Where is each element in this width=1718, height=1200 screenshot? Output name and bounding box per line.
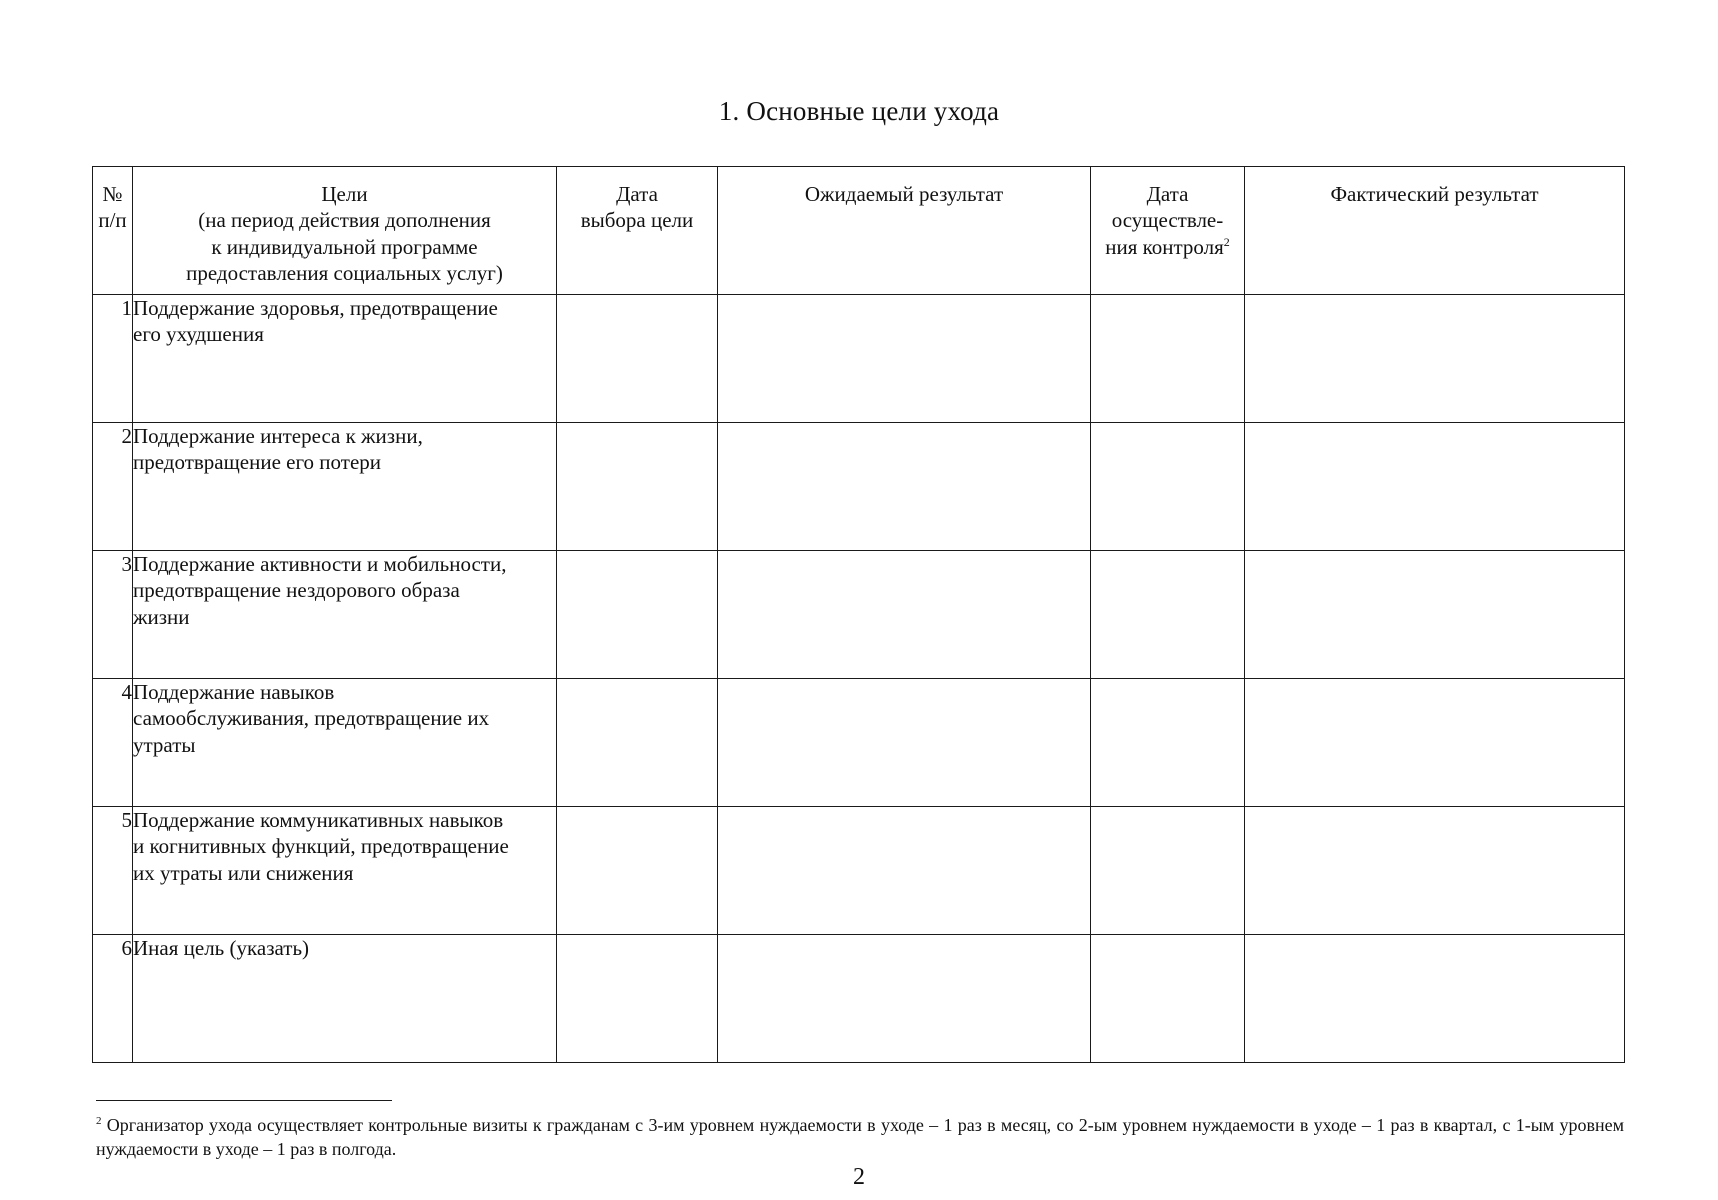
expected-result-cell[interactable] [718,935,1091,1063]
page-number: 2 [853,1164,865,1190]
header-date-select-line: Дата [616,182,658,206]
footnote-ref: 2 [1223,234,1230,249]
header-date-control-line: осуществле- [1111,208,1224,233]
goal-line: его ухудшения [133,322,264,347]
header-date-control-text: ния контроля [1105,234,1224,259]
goal-line: самообслуживания, предотвращение их [133,706,490,731]
goal-line: Поддержание коммуникативных навыков [133,808,504,832]
header-num [93,167,133,295]
goals-table [92,166,1625,1063]
goal-line: Иная цель (указать) [133,936,310,960]
expected-result-cell[interactable] [718,551,1091,679]
goal-cell [133,423,557,551]
date-select-cell[interactable] [557,935,718,1063]
header-goal-line: к индивидуальной программе [211,234,478,259]
goal-cell [133,935,557,1063]
actual-result-cell[interactable] [1245,679,1625,807]
expected-result-cell[interactable] [718,295,1091,423]
header-row [93,167,1625,295]
date-select-cell[interactable] [557,423,718,551]
table-row [93,551,1625,679]
goal-cell [133,551,557,679]
date-control-cell[interactable] [1091,551,1245,679]
footnote-divider [96,1100,392,1101]
goal-line: предотвращение его потери [133,450,382,475]
expected-result-cell[interactable] [718,807,1091,935]
row-num: 1 [93,295,133,423]
row-num: 6 [93,935,133,1063]
expected-result-cell[interactable] [718,423,1091,551]
date-select-cell[interactable] [557,679,718,807]
goal-cell [133,295,557,423]
header-date-control-line: Дата [1146,182,1189,206]
date-select-cell[interactable] [557,295,718,423]
header-expected [718,167,1091,295]
header-date-control-line [1091,234,1244,260]
row-num: 5 [93,807,133,935]
date-select-cell[interactable] [557,551,718,679]
header-expected-line: Ожидаемый результат [804,182,1004,206]
goal-cell [133,807,557,935]
goal-line: предотвращение нездорового образа [133,578,460,603]
table-row [93,679,1625,807]
date-control-cell[interactable] [1091,295,1245,423]
header-actual-line: Фактический результат [1330,182,1539,206]
header-date-control [1091,167,1245,295]
header-goal-line: (на период действия дополнения [198,208,491,233]
goal-line: их утраты или снижения [133,860,354,885]
row-num: 4 [93,679,133,807]
header-num-line: п/п [98,208,127,233]
footnote [96,1114,1624,1162]
footnote-marker: 2 [96,1115,102,1127]
page-title: 1. Основные цели ухода [718,96,1000,126]
goal-line: Поддержание активности и мобильности, [133,552,507,576]
date-control-cell[interactable] [1091,807,1245,935]
goal-line: и когнитивных функций, предотвращение [133,834,509,859]
goal-line: жизни [133,604,190,629]
footnote-text: Организатор ухода осуществляет контрольные визиты к гражданам с 3-им уровнем нуждаемости в уходе – 1 раз в месяц, со 2-ым уровнем нуждаемости в уходе – 1 раз в квартал, с 1-ым уровнем нуждаемости в уходе – 1 раз в полгода. [96,1115,1625,1159]
row-num: 3 [93,551,133,679]
goal-line: утраты [133,732,196,757]
header-goal-line: предоставления социальных услуг) [186,261,503,286]
header-goal-line: Цели [321,182,368,206]
header-num-line: № [102,182,123,206]
actual-result-cell[interactable] [1245,423,1625,551]
actual-result-cell[interactable] [1245,935,1625,1063]
date-control-cell[interactable] [1091,679,1245,807]
table-row [93,423,1625,551]
goal-line: Поддержание здоровья, предотвращение [133,296,498,320]
header-actual [1245,167,1625,295]
date-control-cell[interactable] [1091,423,1245,551]
actual-result-cell[interactable] [1245,807,1625,935]
table-row [93,935,1625,1063]
expected-result-cell[interactable] [718,679,1091,807]
actual-result-cell[interactable] [1245,295,1625,423]
date-control-cell[interactable] [1091,935,1245,1063]
goal-line: Поддержание интереса к жизни, [133,424,423,448]
row-num: 2 [93,423,133,551]
header-goal [133,167,557,295]
goal-cell [133,679,557,807]
table-row [93,807,1625,935]
header-date-select-line: выбора цели [580,208,694,233]
date-select-cell[interactable] [557,807,718,935]
actual-result-cell[interactable] [1245,551,1625,679]
table-row [93,295,1625,423]
header-date-select [557,167,718,295]
goal-line: Поддержание навыков [133,680,335,704]
